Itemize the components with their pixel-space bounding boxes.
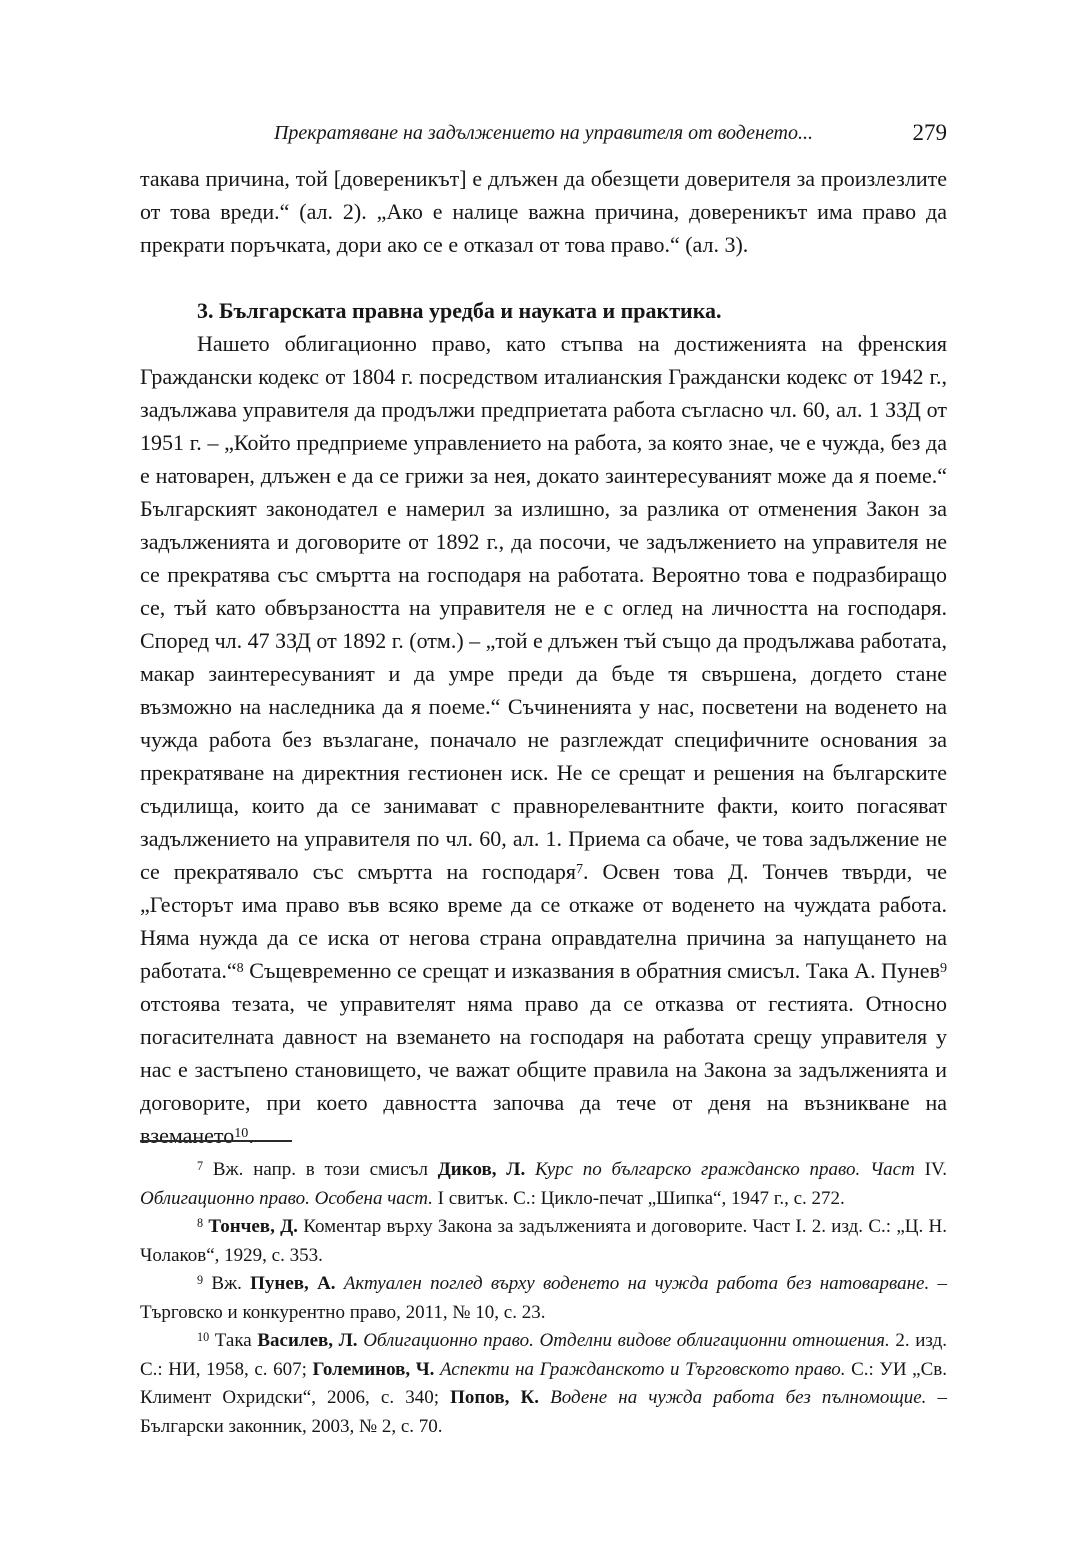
section-heading: 3. Българската правна уредба и науката и практика. [197,298,722,323]
footnote-9: $^9$ Вж. Пунев, А. Актуален поглед върху воденето на чужда работа без натоварване. – Търговско и конкурентно право, 2011, № 10, с. 23. [140,1272,947,1323]
footnotes-section [140,1140,947,1441]
footnote-separator [140,1140,292,1142]
running-title: Прекратяване на задължението на управителя от воденето... [273,122,813,144]
paragraph-main: Нашето облигационно право, като стъпва на достиженията на френския Граждански кодекс от 1804 г. посредством италианския Граждански кодекс от 1942 г., задължава управителя да продължи предприетата работа съгласно чл. 60, ал. 1 ЗЗД от 1951 г. – „Който предприеме управлението на работа, за която знае, че е чужда, без да е натоварен, длъжен е да се грижи за нея, докато заинтересуваният може да я поеме.“ Българският законодател е намерил за излишно, за разлика от отменения Закон за задълженията и договорите от 1892 г., да посочи, че задължението на управителя не се прекратява със смъртта на господаря на работата. Вероятно това е подразбиращо се, тъй като обвързаността на управителя не е с оглед на личността на господаря. Според чл. 47 ЗЗД от 1892 г. (отм.) – „той е длъжен тъй също да продължава работата, макар заинтересуваният и да умре преди да бъде тя свършена, догдето стане възможно на наследника да я поеме.“ Съчиненията у нас, посветени на воденето на чужда работа без възлагане, поначало не разглеждат специфичните основания за прекратяване на директния гестионен иск. Не се срещат и решения на българските съдилища, които да се занимават с правнорелевантните факти, които погасяват задължението на управителя по чл. 60, ал. 1. Приема са обаче, че това задължение не се прекратявало със смъртта на господаря$^7$. Освен това Д. Тончев твърди, че „Гесторът има право във всяко време да се откаже от воденето на чуждата работа. Няма нужда да се иска от негова страна оправдателна причина за напущането на работата.“$^8$ Същевременно се срещат и изказвания в обратния смисъл. Така А. Пунев$^9$ отстоява тезата, че управителят няма право да се отказва от гестията. Относно погасителната давност на вземането на господаря на работата срещу управителя у нас е застъпено становището, че важат общите правила на Закона за задълженията и договорите, при което давността започва да тече от деня на възникване на вземането$^{10}$. [140,331,947,1148]
page-header [140,117,947,149]
footnote-10: $^{10}$ Така Василев, Л. Облигационно право. Отделни видове облигационни отношения. 2. изд. С.: НИ, 1958, с. 607; Големинов, Ч. Аспекти на Гражданското и Търговското право. С.: УИ „Св. Климент Охридски“, 2006, с. 340; Попов, К. Водене на чужда работа без пълномощие. – Български законник, 2003, № 2, с. 70. [140,1329,948,1437]
footnote-8: $^8$ Тончев, Д. Коментар върху Закона за задълженията и договорите. Част I. 2. изд. С.: „Ц. Н. Чолаков“, 1929, с. 353. [140,1215,948,1266]
paragraph-continuation: такава причина, той [довереникът] е длъжен да обезщети доверителя за произлезлите от това вреди.“ (ал. 2). „Ако е налице важна причина, довереникът има право да прекрати поръчката, дори ако се е отказал от това право.“ (ал. 3). [140,166,947,257]
page-number: 279 [912,120,947,145]
footnote-7: $^7$ Вж. напр. в този смисъл Диков, Л. Курс по българско гражданско право. Част IV. Облигационно право. Особена част. I свитък. С.: Цикло-печат „Шипка“, 1947 г., с. 272. [140,1158,947,1209]
body-text [140,162,947,1152]
